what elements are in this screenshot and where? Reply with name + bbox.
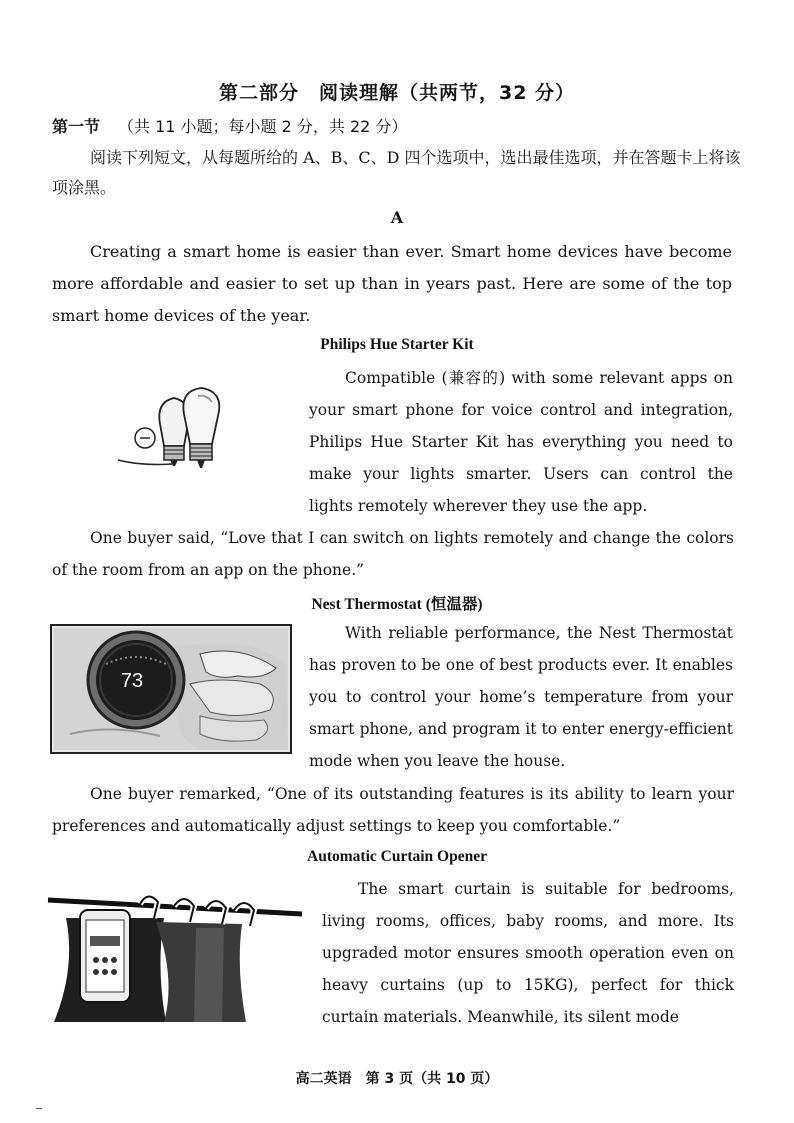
philips-bulbs-image [112, 384, 242, 482]
subsection-header [52, 114, 407, 137]
nest-thermostat-image [50, 624, 292, 754]
light-bulb-icon [112, 384, 242, 482]
subsection-label: 第一节 [52, 117, 101, 136]
product-description-curtain: The smart curtain is suitable for bedrooms, living rooms, offices, baby rooms, and more. Its upgraded motor ensures smooth operation even on heavy curtains (up to 15KG), perfect for thick curtain materials. Meanwhile, its silent mode [322, 880, 734, 1026]
product-heading-philips: Philips Hue Starter Kit [320, 336, 474, 353]
buyer-quote-philips: One buyer said, “Love that I can switch on lights remotely and change the colors of the room from an app on the phone.” [52, 529, 734, 579]
thermostat-reading: 73 [120, 670, 144, 692]
product-heading-curtain: Automatic Curtain Opener [307, 848, 487, 865]
product-heading-nest: Nest Thermostat (恒温器) [311, 596, 483, 613]
passage-letter: A [390, 208, 404, 227]
curtain-opener-image [46, 888, 304, 1024]
product-description-nest: With reliable performance, the Nest Thermostat has proven to be one of best products ever. It enables you to control your home’s temperature from your smart phone, and program it to enter energy-efficient mode when you leave the house. [309, 624, 733, 770]
subsection-note: （共 11 小题；每小题 2 分，共 22 分） [118, 117, 408, 136]
product-description-philips: Compatible (兼容的) with some relevant apps on your smart phone for voice control and integration, Philips Hue Starter Kit has everything you need to make your lights smarter. Users can control the lights remotely wherever they use the app. [309, 369, 733, 515]
instructions: 阅读下列短文，从每题所给的 A、B、C、D 四个选项中，选出最佳选项，并在答题卡上将该项涂黑。 [52, 148, 741, 197]
page-footer: 高二英语 第 3 页（共 10 页） [295, 1071, 499, 1087]
passage-intro: Creating a smart home is easier than ever. Smart home devices have become more affordable and easier to set up than in years past. Here are some of the top smart home devices of the year. [52, 242, 732, 325]
margin-mark [36, 1108, 42, 1109]
buyer-quote-nest: One buyer remarked, “One of its outstanding features is its ability to learn your preferences and automatically adjust settings to keep you comfortable.” [52, 785, 734, 835]
section-title: 第二部分 阅读理解（共两节，32 分） [218, 82, 576, 104]
